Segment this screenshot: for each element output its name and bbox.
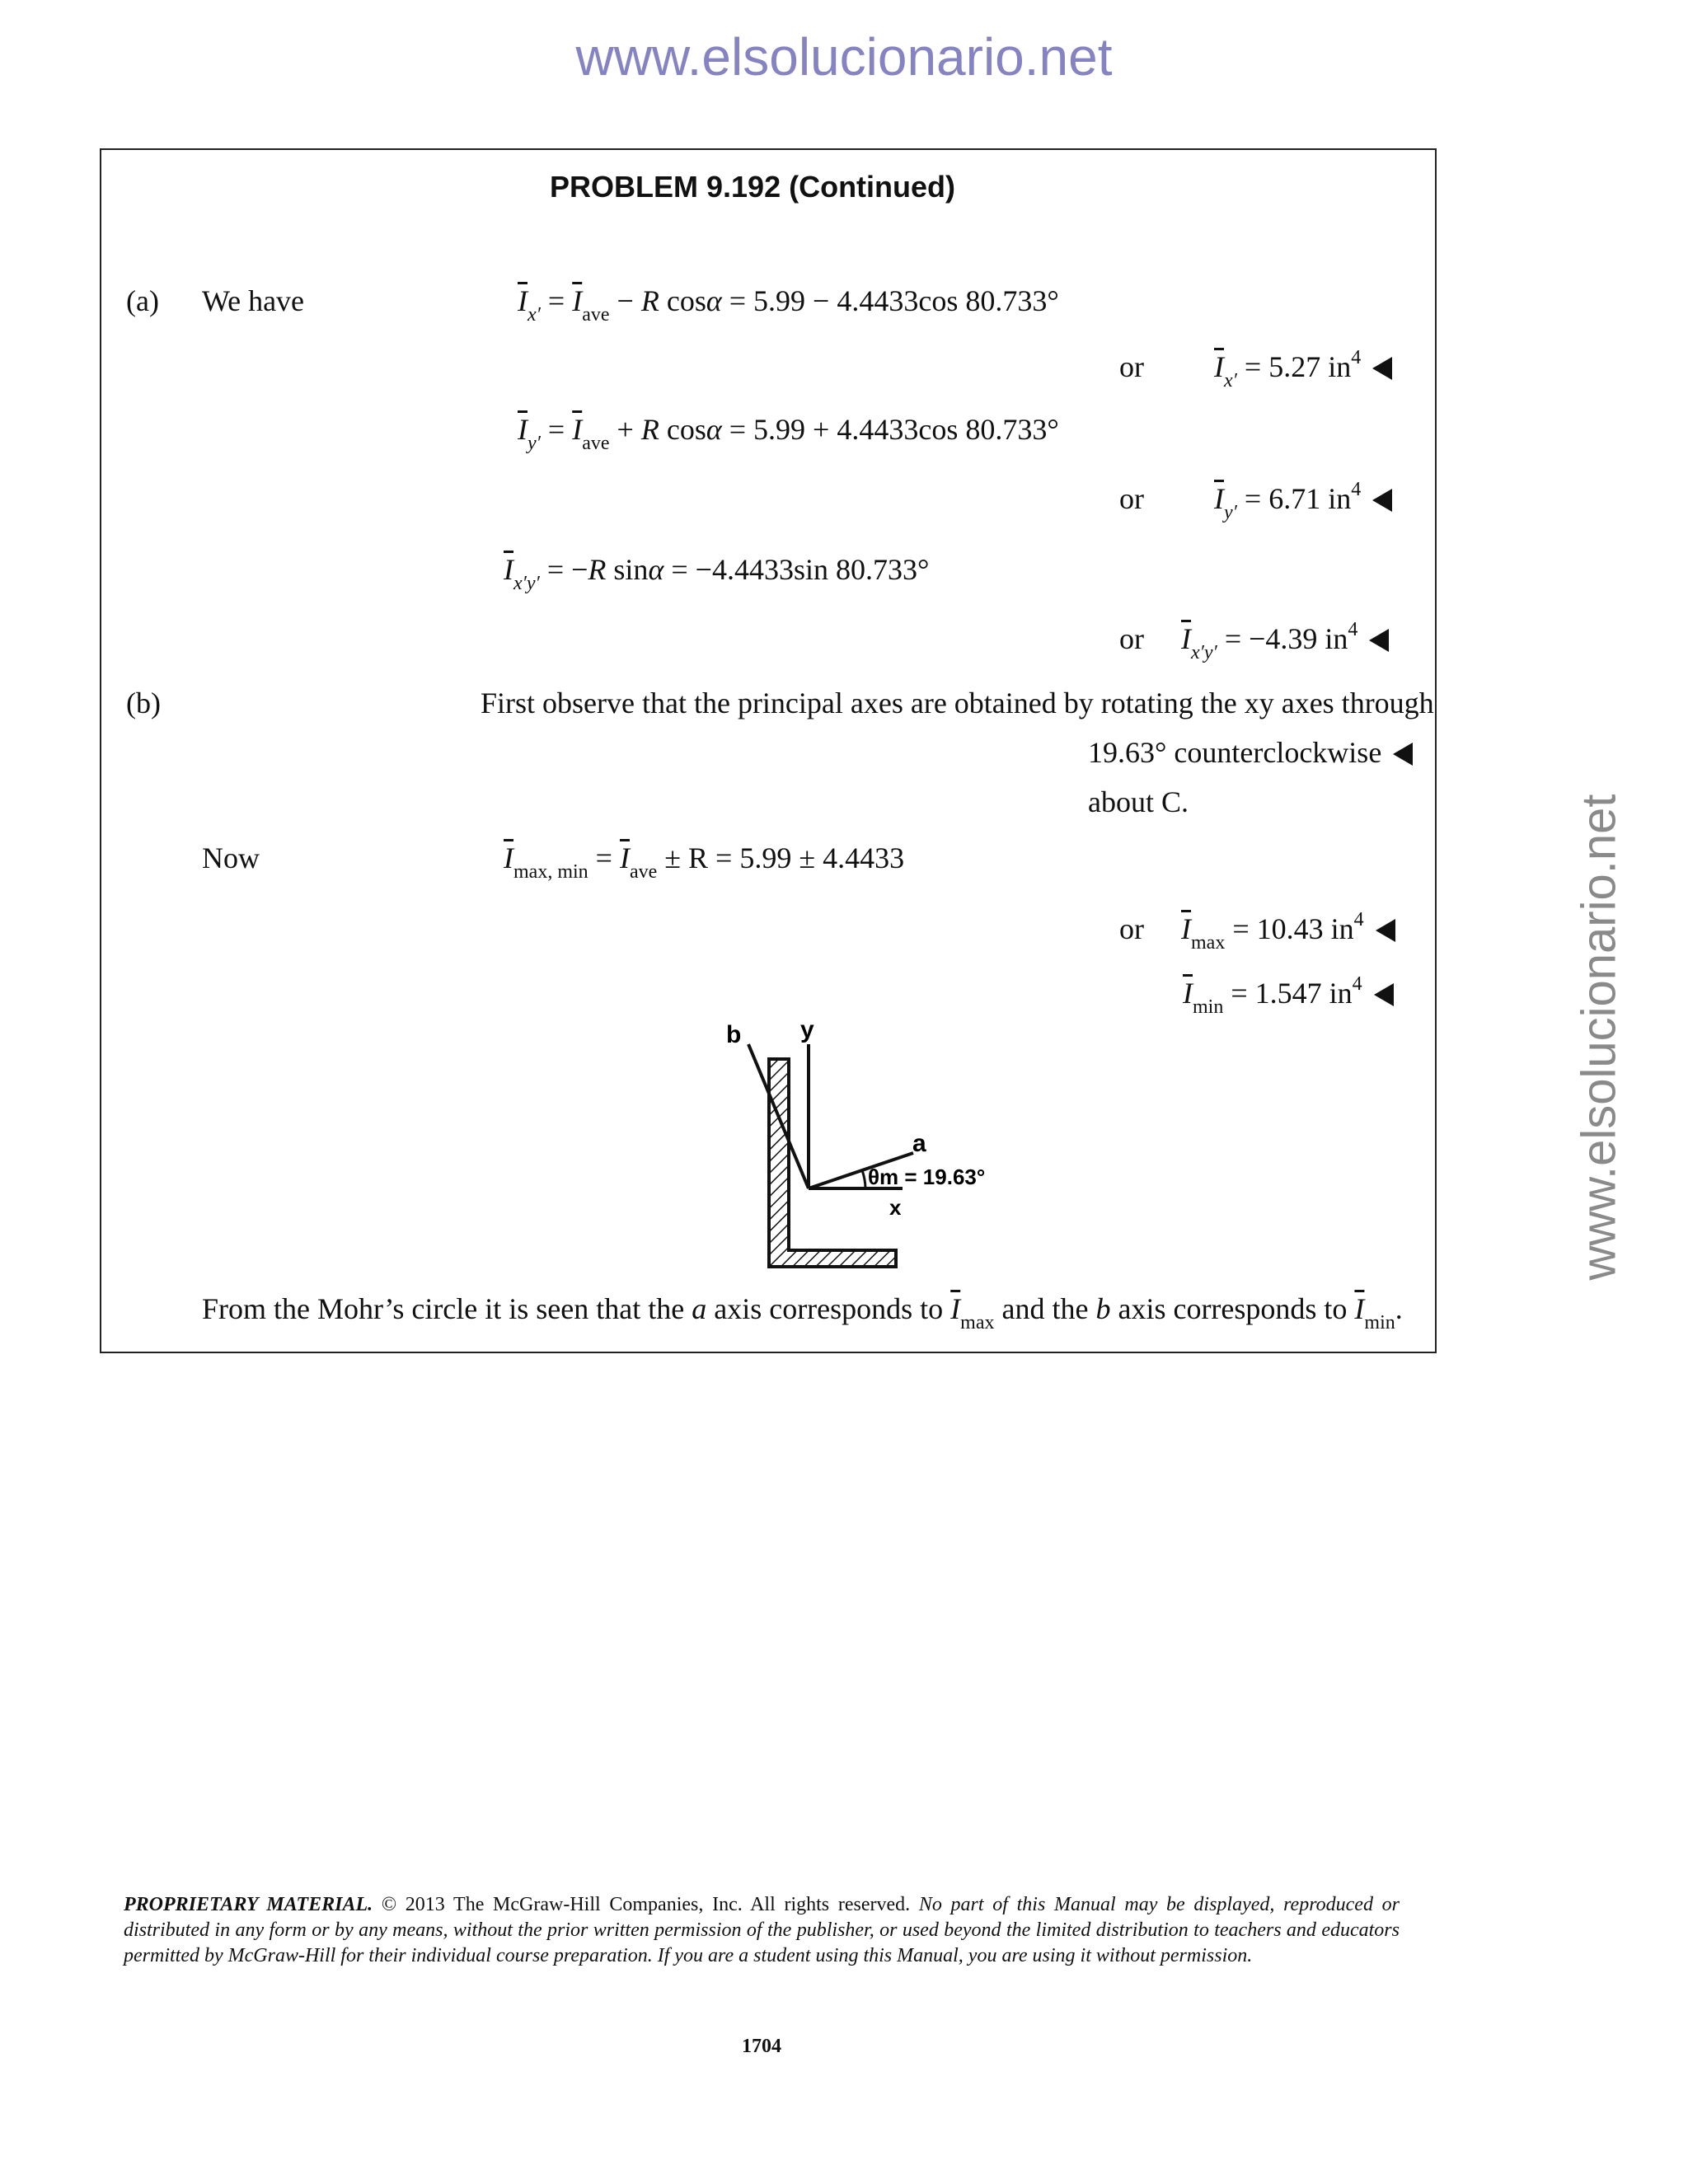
ix-equation: $\overline{I}_{x'} = \overline{I}_{ave} - R$ cosα = 5.99 − 4.4433cos 80.733°: [518, 284, 1059, 326]
part-a-label: (a): [126, 284, 159, 317]
imin-result-value: = 1.547 in: [1231, 977, 1353, 1010]
imax-result: $\overline{I}_{max} = 10.43$ $in^4$: [1181, 912, 1395, 946]
rotation-answer: 19.63° counterclockwise: [1088, 736, 1382, 769]
page-number: 1704: [742, 2036, 781, 2057]
part-b-line2: [1088, 735, 1413, 770]
angle-arc: [862, 1170, 865, 1188]
iy-result-value: = 6.71 in: [1244, 482, 1352, 515]
angle-label: θm = 19.63°: [868, 1165, 986, 1189]
label-x: x: [889, 1195, 902, 1220]
iy-equation: $\overline{I}_{y'} = \overline{I}_{ave} + R$ cosα = 5.99 + 4.4433cos 80.733°: [518, 413, 1059, 454]
conclusion-part3: and the: [1001, 1292, 1089, 1325]
answer-marker-icon: [1372, 357, 1392, 380]
or-text: or: [1119, 350, 1144, 383]
principal-axes-sketch: [596, 1019, 1025, 1275]
conclusion-part2: axis corresponds to: [714, 1292, 944, 1325]
maxmin-equation-rhs: ± R = 5.99 ± 4.4433: [664, 841, 905, 874]
ix-result: $\overline{I}_{x'} = 5.27$ $in^4$: [1214, 349, 1392, 384]
watermark-top: www.elsolucionario.net: [575, 27, 1113, 87]
iy-equation-rhs: = 5.99 + 4.4433cos 80.733°: [729, 413, 1059, 446]
imin-result: $\overline{I}_{min} = 1.547$ $in^4$: [1183, 976, 1394, 1010]
or-text: or: [1119, 912, 1144, 945]
label-y: y: [800, 1019, 814, 1043]
ixy-equation: $\overline{I}_{x'y'} = -R$ sinα = −4.4433sin 80.733°: [504, 553, 930, 594]
ixy-result: $\overline{I}_{x'y'} = -4.39$ $in^4$: [1181, 621, 1389, 656]
solution-box: [100, 148, 1437, 1353]
label-b: b: [726, 1021, 742, 1048]
watermark-side-text: www.elsolucionario.net: [1572, 794, 1626, 1281]
answer-marker-icon: [1393, 743, 1413, 766]
part-b-intro: Now: [202, 841, 260, 874]
answer-marker-icon: [1372, 489, 1392, 512]
part-b-line3: about C.: [1088, 785, 1189, 818]
conclusion-b: b: [1095, 1292, 1111, 1325]
answer-marker-icon: [1376, 919, 1395, 942]
angle-section-shape: [769, 1059, 896, 1267]
problem-title: PROBLEM 9.192 (Continued): [550, 170, 956, 204]
part-b-line1: First observe that the principal axes are obtained by rotating the xy axes through: [481, 687, 1434, 719]
footer-italic: No part of this Manual may be displayed, reproduced or distributed in any form or by any means, without the prior written permission of the publisher, or used beyond the limited distribution to teachers and educators permitted by McGraw-Hill for their individual course preparation. If you are a student using this Manual, you are using it without permission.: [124, 1894, 1400, 1966]
maxmin-equation: $\overline{I}_{max, min} = \overline{I}_{ave} \pm R = 5.99 \pm 4.4433$: [504, 841, 905, 883]
conclusion-part1: From the Mohr’s circle it is seen that the: [202, 1292, 685, 1325]
ixy-equation-rhs: = −4.4433sin 80.733°: [671, 553, 930, 586]
conclusion-part4: axis corresponds to: [1118, 1292, 1348, 1325]
ix-result-value: = 5.27 in: [1244, 350, 1352, 383]
proprietary-footer: [124, 1892, 1400, 1969]
imax-result-value: = 10.43 in: [1232, 912, 1354, 945]
label-a: a: [912, 1130, 926, 1157]
iy-result: $\overline{I}_{y'} = 6.71$ $in^4$: [1214, 481, 1392, 516]
or-text: or: [1119, 622, 1144, 655]
ixy-result-value: = −4.39 in: [1224, 622, 1348, 655]
part-a-intro: We have: [202, 284, 305, 317]
conclusion-a: a: [692, 1292, 707, 1325]
or-text: or: [1119, 482, 1144, 515]
footer-normal: © 2013 The McGraw-Hill Companies, Inc. All rights reserved.: [373, 1894, 919, 1915]
footer-bold: PROPRIETARY MATERIAL.: [124, 1894, 373, 1915]
conclusion-text: From the Mohr’s circle it is seen that the a axis corresponds to $\overline{I}_{max}$ and the b axis corresponds to $\overline{I}_{min}$.: [202, 1292, 1403, 1333]
part-b-label: (b): [126, 687, 161, 719]
answer-marker-icon: [1374, 983, 1394, 1006]
answer-marker-icon: [1369, 629, 1389, 652]
ix-equation-rhs: = 5.99 − 4.4433cos 80.733°: [729, 284, 1059, 317]
